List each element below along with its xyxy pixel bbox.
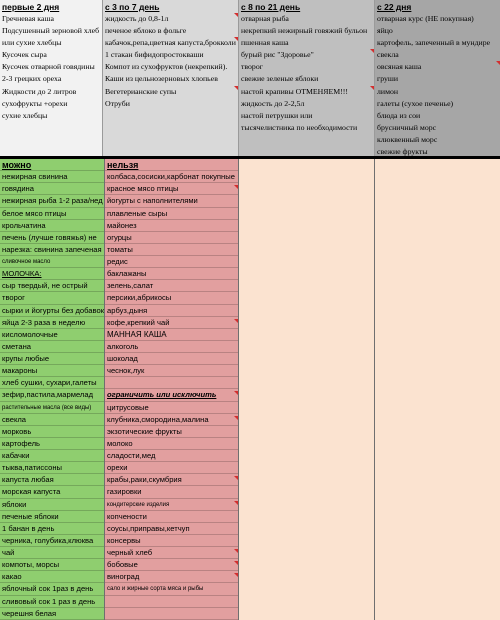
comment-marker-icon[interactable] [234, 416, 238, 420]
column-days-1-2[interactable] [0, 0, 103, 156]
list-item-text: шоколад [107, 354, 138, 363]
list-item[interactable] [239, 25, 374, 37]
list-item[interactable] [105, 353, 238, 365]
list-item[interactable]: чай [0, 547, 104, 559]
list-item[interactable] [105, 596, 238, 608]
list-item-text: бобовые [107, 560, 138, 570]
list-item-text: лимон [377, 86, 399, 96]
column-header[interactable]: с 22 дня [377, 2, 412, 12]
list-item[interactable] [105, 523, 238, 535]
list-item[interactable] [105, 426, 238, 438]
list-item[interactable]: сырки и йогурты без добавок [0, 305, 104, 317]
list-item[interactable]: нежирная свинина [0, 171, 104, 183]
list-item[interactable] [105, 499, 238, 511]
list-item[interactable]: черника, голубика,клюква [0, 535, 104, 547]
list-item-text: свежие зеленые яблоки [241, 74, 319, 84]
column-header[interactable]: с 3 по 7 день [105, 2, 160, 12]
list-item-text: соусы,приправы,кетчуп [107, 523, 190, 533]
list-item[interactable]: яблоки [0, 499, 104, 511]
comment-marker-icon[interactable] [234, 86, 238, 90]
list-item[interactable] [375, 37, 500, 49]
list-item[interactable]: свекла [0, 414, 104, 426]
list-item-text: жидкость до 2-2,5л [241, 98, 305, 108]
list-item[interactable]: 2-3 грецких ореха [2, 74, 62, 84]
list-item[interactable] [105, 220, 238, 232]
list-item-text: отварная рыба [241, 14, 289, 23]
comment-marker-icon[interactable] [234, 37, 238, 41]
list-item-text: МАННАЯ КАША [107, 329, 167, 339]
list-item[interactable] [375, 134, 500, 146]
list-item[interactable]: печеные яблоки [0, 511, 104, 523]
list-item[interactable] [375, 49, 500, 61]
list-item[interactable]: какао [0, 571, 104, 583]
list-item-text: брусничный морс [377, 122, 437, 132]
list-item-text: кофе,крепкий чай [107, 317, 170, 327]
comment-marker-icon[interactable] [234, 476, 238, 480]
list-item[interactable]: Жидкости до 2 литров [2, 86, 77, 96]
list-item[interactable] [105, 377, 238, 389]
list-item[interactable] [103, 13, 238, 25]
list-item[interactable]: сухие хлебцы [2, 110, 48, 120]
list-item[interactable] [103, 98, 238, 110]
list-item-text: огурцы [107, 232, 132, 242]
list-item-text: творог [241, 62, 263, 72]
list-item[interactable] [375, 98, 500, 110]
empty-column-1[interactable] [239, 159, 375, 620]
list-item-text: персики,абрикосы [107, 293, 172, 303]
list-item[interactable] [239, 110, 374, 122]
list-item[interactable] [239, 61, 374, 73]
list-item-text: Компот из сухофруктов (некрепкий). [105, 62, 228, 72]
list-item-text: яйцо [377, 26, 393, 36]
list-item-text: красное мясо птицы [107, 184, 179, 194]
list-item[interactable] [105, 280, 238, 292]
list-item[interactable]: крольчатина [0, 220, 104, 232]
list-item[interactable]: или сухие хлебцы [2, 38, 62, 48]
column-days-3-7[interactable] [103, 0, 239, 156]
list-item-text: некрепкий нежирный говяжий бульон [241, 26, 368, 36]
column-days-8-21[interactable] [239, 0, 375, 156]
limit-header[interactable] [105, 389, 238, 401]
list-item[interactable] [375, 110, 500, 122]
list-item[interactable]: тыква,патиссоны [0, 462, 104, 474]
list-item-text: орехи [107, 463, 128, 473]
list-item-text: цитрусовые [107, 402, 149, 412]
list-item[interactable] [375, 146, 500, 156]
item-list [0, 13, 102, 122]
list-item[interactable]: картофель [0, 438, 104, 450]
list-item[interactable]: говядина [0, 183, 104, 195]
list-item[interactable] [105, 292, 238, 304]
list-item-text: настой крапивы ОТМЕНЯЕМ!!! [241, 86, 348, 96]
list-item[interactable] [375, 86, 500, 98]
column-day-22-plus[interactable] [375, 0, 500, 156]
list-item-text: консервы [107, 535, 141, 545]
list-item[interactable] [105, 268, 238, 280]
list-item[interactable] [105, 256, 238, 268]
list-item[interactable] [105, 608, 238, 620]
list-item[interactable]: сливовый сок 1 раз в день [0, 596, 104, 608]
list-item-text: отварная курс (НЕ покупная) [377, 14, 474, 23]
allowed-header[interactable]: можно [0, 159, 104, 171]
column-header[interactable]: с 8 по 21 день [241, 2, 301, 12]
list-item-text: галеты (сухое печенье) [377, 98, 454, 108]
list-item[interactable]: растительные масла (все виды) [0, 402, 104, 414]
day-range-section [0, 0, 500, 156]
list-item[interactable]: макароны [0, 365, 104, 377]
list-item[interactable]: морская капуста [0, 486, 104, 498]
list-item-text: редис [107, 257, 128, 266]
list-item[interactable]: зефир,пастила,мармелад [0, 389, 104, 401]
list-item-text: зелень,салат [107, 281, 154, 291]
list-item-text: арбуз,дыня [107, 305, 148, 315]
list-item-text: газировки [107, 487, 142, 497]
list-item[interactable]: МОЛОЧКА: [0, 268, 104, 280]
list-item[interactable]: печень (лучше говяжья) не [0, 232, 104, 244]
list-item[interactable]: сметана [0, 341, 104, 353]
list-item[interactable] [105, 571, 238, 583]
list-item[interactable] [105, 402, 238, 414]
list-item[interactable] [375, 13, 500, 25]
list-item[interactable]: сливочное масло [0, 256, 104, 268]
list-item[interactable]: капуста любая [0, 474, 104, 486]
list-item[interactable]: сыр твердый, не острый [0, 280, 104, 292]
list-item[interactable]: Кусочек сыра [2, 50, 47, 60]
list-item[interactable] [105, 195, 238, 207]
list-item-text: овсяная каша [377, 62, 422, 72]
list-item[interactable]: творог [0, 292, 104, 304]
list-item[interactable]: кисломолочные [0, 329, 104, 341]
list-item[interactable] [105, 365, 238, 377]
list-item[interactable]: белое мясо птицы [0, 208, 104, 220]
list-item-text: Каши из цельнозерновых хлопьев [105, 74, 218, 84]
list-item-text: копчености [107, 511, 147, 521]
comment-marker-icon[interactable] [370, 49, 374, 53]
list-item-text: настой петрушки или [241, 110, 313, 120]
list-item[interactable] [239, 49, 374, 61]
forbidden-column[interactable] [105, 159, 239, 620]
list-item[interactable]: Гречневая каша [2, 14, 54, 23]
list-item-text: кондитерские изделия [107, 501, 170, 508]
comment-marker-icon[interactable] [234, 561, 238, 565]
list-item[interactable] [105, 474, 238, 486]
list-item[interactable] [375, 61, 500, 73]
list-item[interactable] [103, 61, 238, 73]
list-item-text: экзотические фрукты [107, 426, 182, 436]
comment-marker-icon[interactable] [370, 86, 374, 90]
list-item[interactable]: Подсушенный зерновой хлеб [2, 26, 100, 36]
list-item-text: молоко [107, 438, 133, 448]
list-item[interactable] [105, 329, 238, 341]
list-item-text: колбаса,сосиски,карбонат покупные [107, 172, 235, 182]
list-item[interactable] [105, 547, 238, 559]
list-item[interactable] [239, 98, 374, 110]
list-item-text: свежие фрукты [377, 147, 428, 156]
allowed-forbidden-section [0, 159, 500, 620]
list-item[interactable] [375, 73, 500, 85]
list-item[interactable] [103, 25, 238, 37]
list-item-text: картофель, запеченный в мундире [377, 38, 491, 48]
list-item[interactable]: хлеб сушки, сухари,галеты [0, 377, 104, 389]
list-item[interactable] [105, 317, 238, 329]
list-item-text: бурый рис "Здоровье" [241, 50, 314, 60]
list-item[interactable] [375, 25, 500, 37]
list-item[interactable] [105, 462, 238, 474]
list-item-text: печеное яблоко в фольге [105, 26, 187, 36]
list-item[interactable]: яйца 2-3 раза в неделю [0, 317, 104, 329]
list-item[interactable] [239, 122, 374, 134]
list-item[interactable] [239, 86, 374, 98]
list-item-text: груши [377, 74, 399, 84]
list-item-text: алкоголь [107, 341, 139, 351]
list-item[interactable] [105, 183, 238, 195]
list-item[interactable] [105, 438, 238, 450]
list-item[interactable] [105, 450, 238, 462]
list-item[interactable]: яблочный сок 1раз в день [0, 583, 104, 595]
list-item-text: жидкость до 0,8-1л [105, 14, 169, 23]
comment-marker-icon[interactable] [234, 501, 238, 505]
list-item-text: тысячелистника по необходимости [241, 122, 358, 132]
list-item-text: йогурты с наполнителями [107, 196, 198, 206]
list-item-text: чеснок,лук [107, 366, 145, 376]
list-item-text: сало и жирные сорта мяса и рыбы [107, 586, 204, 593]
list-item[interactable] [105, 244, 238, 256]
list-item-text: 1 стакан бифидопростокваши [105, 50, 204, 60]
list-item-text: кабачок,репа,цветная капуста,брокколи [105, 38, 236, 48]
comment-marker-icon[interactable] [234, 13, 238, 17]
list-item[interactable] [105, 486, 238, 498]
list-item[interactable]: черешня белая [0, 608, 104, 620]
list-item[interactable]: морковь [0, 426, 104, 438]
list-item[interactable] [239, 13, 374, 25]
list-item[interactable] [105, 511, 238, 523]
list-item-text: плавленые сыры [107, 208, 168, 218]
list-item[interactable] [103, 86, 238, 98]
comment-marker-icon[interactable] [234, 573, 238, 577]
list-item[interactable] [103, 73, 238, 85]
list-item[interactable] [239, 73, 374, 85]
comment-marker-icon[interactable] [234, 549, 238, 553]
list-item-text: черный хлеб [107, 548, 153, 557]
comment-marker-icon[interactable] [234, 319, 238, 323]
list-item[interactable] [105, 171, 238, 183]
empty-column-2[interactable] [375, 159, 500, 620]
list-item[interactable]: Кусочек отварной говядины [2, 62, 95, 72]
list-item-text: свекла [377, 50, 399, 60]
list-item-text: сладости,мед [107, 451, 156, 460]
list-item[interactable]: компоты, морсы [0, 559, 104, 571]
allowed-column[interactable] [0, 159, 105, 620]
list-item[interactable] [375, 122, 500, 134]
column-header[interactable]: первые 2 дня [2, 2, 60, 12]
list-item-text: пшенная каша [241, 38, 289, 48]
list-item-text: крабы,раки,скумбрия [107, 475, 182, 485]
list-item-text: ограничить или исключить [107, 390, 217, 400]
list-item-text: виноград [107, 572, 140, 582]
list-item[interactable] [239, 37, 374, 49]
list-item[interactable] [105, 232, 238, 244]
list-item-text: клубника,смородина,малина [107, 414, 209, 424]
list-item[interactable] [105, 341, 238, 353]
list-item[interactable]: нарезка: свинина запеченая [0, 244, 104, 256]
list-item-text: томаты [107, 244, 133, 254]
list-item-text: баклажаны [107, 269, 147, 279]
list-item[interactable]: нежирная рыба 1-2 раза/нед [0, 195, 104, 207]
list-item[interactable] [105, 535, 238, 547]
list-item[interactable]: 1 банан в день [0, 523, 104, 535]
comment-marker-icon[interactable] [496, 61, 500, 65]
list-item[interactable]: кабачки [0, 450, 104, 462]
list-item[interactable] [105, 583, 238, 595]
list-item-text: майонез [107, 220, 137, 230]
comment-marker-icon[interactable] [234, 185, 238, 189]
list-item[interactable] [105, 305, 238, 317]
list-item[interactable] [105, 414, 238, 426]
list-item[interactable] [103, 37, 238, 49]
comment-marker-icon[interactable] [234, 391, 238, 395]
list-item-text: клюквенный морс [377, 134, 438, 144]
forbidden-header[interactable]: нельзя [105, 159, 238, 171]
list-item-text: Отруби [105, 98, 130, 108]
list-item[interactable] [105, 208, 238, 220]
list-item[interactable] [103, 49, 238, 61]
list-item-text: блюда из сои [377, 110, 421, 120]
list-item-text: Вегетерианские супы [105, 86, 177, 96]
list-item[interactable]: сухофрукты +орехи [2, 98, 68, 108]
list-item[interactable] [105, 559, 238, 571]
list-item[interactable]: крупы любые [0, 353, 104, 365]
